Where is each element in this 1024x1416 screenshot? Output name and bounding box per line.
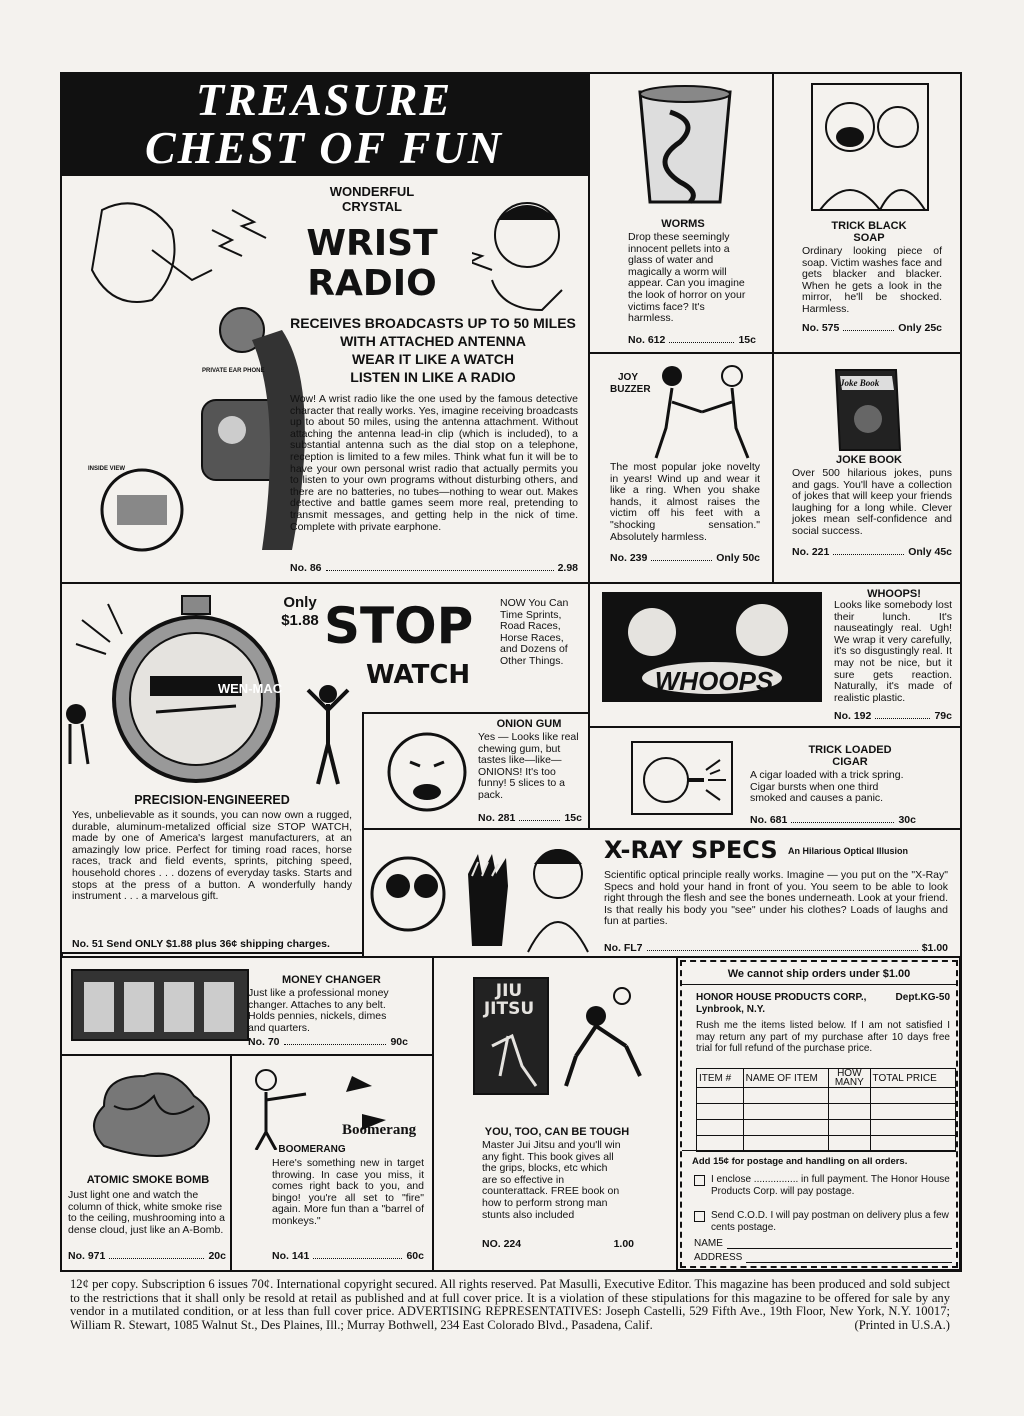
cigar-title-1: TRICK LOADED: [808, 744, 892, 756]
buzzer-title: [610, 372, 651, 396]
worm-in-glass-illustration: [630, 82, 740, 212]
buzzer-title-1: JOY: [618, 372, 639, 383]
jiu-jitsu-description: Master Jui Jitsu and you'll win any fight. This book gives all the grips, blocks, etc which are so effective in counterattack. FREE book on how to perform strong man stunts also included: [482, 1139, 621, 1221]
cod-checkbox[interactable]: [694, 1211, 705, 1222]
cigar-title: [750, 744, 950, 768]
xray-illustration: [368, 834, 598, 954]
worms-item-number: No. 612: [628, 334, 666, 346]
printed-in-usa: (Printed in U.S.A.): [854, 1318, 950, 1333]
buzzer-item-number: No. 239: [610, 552, 648, 564]
money-changer-title: MONEY CHANGER: [282, 974, 381, 986]
smoke-bomb-description: Just light one and watch the column of thick, white smoke rise to the ceiling, mushrooming into a dense cloud, just like an A-Bomb.: [68, 1189, 226, 1236]
cigar-title-2: CIGAR: [832, 756, 868, 768]
joke-book-item-number: No. 221: [792, 546, 830, 558]
order-notice: We cannot ship orders under $1.00: [727, 968, 911, 980]
enclose-option-text: I enclose ................ in full payment. The Honor House Products Corp. will pay postage.: [711, 1174, 950, 1197]
header-line-2: CHEST OF FUN: [144, 122, 504, 173]
cigar-burst-illustration: [630, 740, 734, 816]
radio-kicker-1: WONDERFUL: [329, 184, 415, 199]
cigar-price-line: [750, 814, 916, 826]
soap-title-2: SOAP: [853, 232, 885, 244]
radio-sub-4: LISTEN IN LIKE A RADIO: [350, 369, 516, 385]
radio-item-number: No. 86: [290, 562, 322, 574]
soap-item-number: No. 575: [802, 322, 840, 334]
money-changer-illustration: [70, 968, 250, 1042]
onion-gum-ad: [362, 712, 590, 830]
xray-description: Scientific optical principle really works. Imagine — you put on the "X-Ray" Specs and hold your hand in front of you. You seem to be able to look right through the flesh and see the bones underneath. Look at your friend. Is that really his body you "see" under his clothes? Loads of laughs and fun at parties.: [604, 869, 948, 928]
radio-description: Wow! A wrist radio like the one used by the famous detective character that really works. Yes, imagine receiving broadcasts up to about 50 miles, using the antenna attachment. Without attaching the antenna lead-in clip (which is included), to a substantial antenna such as the dial stop on a telephone, reception is limited to a few miles. Think what fun it will be to have your own personal wrist radio that actually permits you to listen to your own programs without disturbing others, and there are no batteries, no tubes—nothing to wear out. Makes detective and battle games seem more real, pretending to transmit messages, and getting help in the nick of time. Complete with private earphone.: [290, 393, 578, 533]
soap-description: Ordinary looking piece of soap. Victim washes face and gets blacker and blacker. When he gets a look in the mirror, he'll be shocked. Harmless.: [802, 245, 942, 315]
boomerang-price: 60c: [406, 1250, 424, 1262]
whoops-item-number: No. 192: [834, 710, 872, 722]
whoops-ad: [588, 582, 962, 728]
order-table: [696, 1068, 956, 1152]
jiu-jitsu-price-line: [482, 1238, 634, 1250]
radio-sub-3: WEAR IT LIKE A WATCH: [351, 351, 515, 367]
whoops-price: 79c: [934, 710, 952, 722]
order-row[interactable]: [697, 1120, 956, 1136]
onion-gum-description: Yes — Looks like real chewing gum, but tastes like—like—ONIONS! It's too funny! 5 slices to a pack.: [478, 731, 579, 801]
stop-watch-only: Only: [283, 594, 317, 611]
order-form: [680, 960, 958, 1268]
joy-buzzer-ad: [588, 352, 774, 584]
radio-title-2: RADIO: [307, 263, 437, 304]
joke-book-ad: [772, 352, 962, 584]
radio-price: 2.98: [557, 562, 578, 574]
name-field[interactable]: [727, 1238, 952, 1249]
col-many: MANY: [834, 1077, 864, 1088]
cigar-item-number: No. 681: [750, 814, 788, 826]
header-line-1: TREASURE: [195, 74, 453, 125]
joke-book-price: Only 45c: [908, 546, 952, 558]
legal-text: 12¢ per copy. Subscription 6 issues 70¢. International copyright secured. All rights reserved. Pat Masulli, Executive Editor. This magazine has been produced and sold subject to the restrictions that it shall only be resold at retail as published and at full cover price. It is a violation of these stipulations for this magazine to be offered for sale by any vendor in a mutilated condition, or at less than full cover price. ADVERTISING REPRESENTATIVES: Joseph Castelli, 529 Fifth Ave., 19th Floor, New York, N.Y. 10017; William R. Stewart, 1085 Walnut St., Des Plaines, Ill.; Murray Bothwell, 234 East Colorado Blvd., Pasadena, Calif.: [70, 1277, 950, 1332]
money-changer-price-line: [248, 1036, 408, 1048]
joke-book-price-line: [792, 546, 952, 558]
cigar-ad: [588, 726, 962, 830]
address-field[interactable]: [746, 1252, 952, 1263]
legal-footer: [70, 1278, 950, 1333]
cod-option-text: Send C.O.D. I will pay postman on delivery plus a few cents postage.: [711, 1210, 949, 1233]
joke-book-title: JOKE BOOK: [835, 454, 902, 466]
radio-price-line: [290, 562, 578, 574]
enclose-checkbox[interactable]: [694, 1175, 705, 1186]
smoke-bomb-title: ATOMIC SMOKE BOMB: [86, 1174, 210, 1186]
joke-book-description: Over 500 hilarious jokes, puns and gags. You'll have a collection of jokes that will keep your friends laughing for a long while. Clever jokes mean self-confidence and social success.: [792, 467, 952, 537]
whoops-description: Looks like somebody lost their lunch. It's nauseatingly real. Ugh! We wrap it very carefully, it's so disgustingly real. It may not be nice, but it sure gets reaction. Naturally, it's made of realistic plastic.: [834, 599, 952, 704]
soap-price: Only 25c: [898, 322, 942, 334]
radio-sub-1: RECEIVES BROADCASTS UP TO 50 MILES: [290, 315, 576, 331]
boomerang-description: Here's something new in target throwing. In case you miss, it comes right back to you, and bingo! you're all set to "fire" again. More fun than a "barrel of monkeys.": [272, 1157, 424, 1227]
order-intro: Rush me the items listed below. If I am not satisfied I may return any part of my purchase after 10 days free trial for full refund of the purchase price.: [696, 1020, 950, 1055]
boomerang-item-number: No. 141: [272, 1250, 310, 1262]
whoops-title: WHOOPS!: [867, 588, 921, 600]
page-header: [60, 72, 588, 176]
handshake-illustration: [652, 362, 762, 462]
col-name-of-item: NAME OF ITEM: [743, 1069, 828, 1088]
stop-watch-description: Yes, unbelievable as it sounds, you can now own a rugged, durable, aluminum-metalized official size STOP WATCH, made by one of America's largest manufacturers, at an amazingly low price. Perfect for timing road races, horse races, track and field events, sprints, pitching speed, household chores . . . dozens of everyday tasks. Starts and stops at the press of a button. A wonderfully handy instrument . . . a marvelous gift.: [72, 809, 352, 903]
boomerang-ad: [230, 1054, 434, 1272]
stop-watch-title-1: STOP: [324, 597, 474, 655]
soap-title: [774, 220, 964, 244]
cigar-description: A cigar loaded with a trick spring. Cigar bursts when one third smoked and causes a panic.: [750, 769, 904, 805]
cigar-price: 30c: [898, 814, 916, 826]
jiu-jitsu-price: 1.00: [613, 1238, 634, 1250]
boomerang-title: BOOMERANG: [278, 1144, 346, 1155]
whoops-art-text: WHOOPS: [654, 666, 774, 696]
wrist-radio-ad: [60, 174, 590, 584]
money-changer-item-number: No. 70: [248, 1036, 280, 1048]
smoke-bomb-price-line: [68, 1250, 226, 1262]
order-postage-note: Add 15¢ for postage and handling on all orders.: [692, 1156, 908, 1167]
worms-ad: [588, 72, 774, 354]
worms-title: WORMS: [661, 218, 705, 230]
order-company: HONOR HOUSE PRODUCTS CORP.,: [696, 992, 867, 1003]
jiu-jitsu-item-number: NO. 224: [482, 1238, 522, 1250]
stop-watch-amount: $1.88: [281, 612, 319, 629]
worms-price-line: [628, 334, 756, 346]
order-row[interactable]: [697, 1104, 956, 1120]
soap-title-1: TRICK BLACK: [831, 220, 907, 232]
boomerang-price-line: [272, 1250, 424, 1262]
stop-watch-side-text: NOW You Can Time Sprints, Road Races, Horse Races, and Dozens of Other Things.: [500, 597, 569, 667]
money-changer-price: 90c: [390, 1036, 408, 1048]
address-label: ADDRESS: [694, 1252, 743, 1263]
worms-price: 15c: [738, 334, 756, 346]
buzzer-description: The most popular joke novelty in years! Wind up and wear it like a ring. When you shake hands, it almost raises the victim off his feet with a "shocking sensation." Absolutely harmless.: [610, 461, 760, 543]
smoke-bomb-ad: [60, 1054, 232, 1272]
boomerang-script-title: Boomerang: [342, 1122, 417, 1138]
smoke-bomb-price: 20c: [208, 1250, 226, 1262]
order-city: Lynbrook, N.Y.: [696, 1004, 766, 1015]
soap-price-line: [802, 322, 942, 334]
worms-description: Drop these seemingly innocent pellets into a glass of water and magically a worm will appear. Can you imagine the look of horror on your victims face? It's harmless.: [628, 231, 746, 325]
baby-face-illustration: [382, 722, 472, 822]
smoke-bomb-item-number: No. 971: [68, 1250, 106, 1262]
buzzer-price: Only 50c: [716, 552, 760, 564]
col-total-price: TOTAL PRICE: [870, 1069, 955, 1088]
onion-gum-item-number: No. 281: [478, 812, 516, 824]
xray-specs-ad: [362, 828, 962, 958]
col-item-number: ITEM #: [697, 1069, 744, 1088]
jiu-jitsu-ad: [432, 956, 678, 1272]
xray-price: $1.00: [921, 942, 948, 954]
xray-subtitle: An Hilarious Optical Illusion: [788, 846, 909, 856]
col-how: HOW: [837, 1068, 862, 1079]
xray-item-number: No. FL7: [604, 942, 643, 954]
xray-title: X-RAY SPECS: [604, 836, 778, 864]
joke-book-cover-text: Joke Book: [840, 378, 880, 388]
buzzer-title-2: BUZZER: [610, 384, 651, 395]
inside-view-caption: INSIDE VIEW: [88, 466, 126, 472]
order-row[interactable]: [697, 1088, 956, 1104]
boy-with-radio-illustration: [472, 190, 582, 320]
stop-watch-brand: WEN-MAC: [217, 681, 283, 696]
onion-gum-title: ONION GUM: [496, 718, 562, 730]
xray-price-line: [604, 942, 948, 954]
radio-title-1: WRIST: [306, 223, 438, 264]
jiu-jitsu-cover-2: JITSU: [483, 999, 535, 1019]
soap-faces-illustration: [810, 82, 930, 212]
jiu-jitsu-title: YOU, TOO, CAN BE TOUGH: [484, 1126, 630, 1138]
money-changer-description: Just like a professional money changer. Attaches to any belt. Holds pennies, nickels, dimes and quarters.: [248, 987, 389, 1034]
radio-sub-2: WITH ATTACHED ANTENNA: [340, 333, 526, 349]
onion-gum-price: 15c: [564, 812, 582, 824]
order-dept: Dept.KG-50: [895, 992, 950, 1003]
money-changer-ad: [60, 956, 434, 1056]
earphone-caption: PRIVATE EAR PHONE: [202, 368, 265, 374]
whoops-price-line: [834, 710, 952, 722]
buzzer-price-line: [610, 552, 760, 564]
soap-ad: [772, 72, 962, 354]
stop-watch-title-2: WATCH: [366, 660, 471, 690]
jiu-jitsu-cover-1: JIU: [495, 981, 523, 1001]
stop-watch-tagline: PRECISION-ENGINEERED: [134, 793, 290, 807]
stop-watch-order-line: No. 51 Send ONLY $1.88 plus 36¢ shipping charges.: [72, 938, 330, 950]
radio-kicker-2: CRYSTAL: [342, 199, 402, 214]
onion-gum-price-line: [478, 812, 582, 824]
name-label: NAME: [694, 1238, 723, 1249]
smoke-cloud-illustration: [84, 1066, 214, 1166]
